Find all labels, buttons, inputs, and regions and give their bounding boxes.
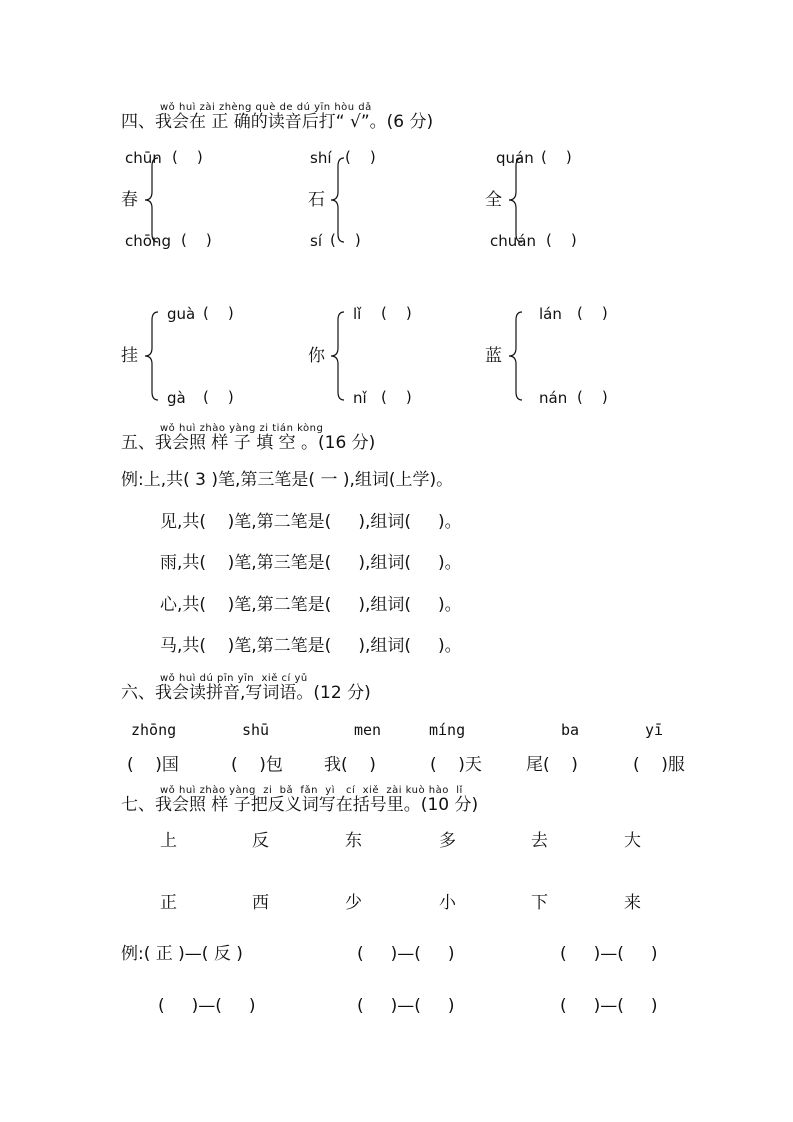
section4-heading: 四、我会在 正 确的读音后打“ √”。(6 分) bbox=[121, 112, 434, 132]
pinyin-option: chuán bbox=[490, 232, 536, 250]
stroke-question-row[interactable]: 心,共( )笔,第二笔是( ),组词( )。 bbox=[160, 595, 462, 615]
question-char: 石 bbox=[308, 190, 325, 210]
stroke-question-row[interactable]: 雨,共( )笔,第三笔是( ),组词( )。 bbox=[160, 553, 462, 573]
pinyin-word: ba bbox=[561, 721, 580, 739]
answer-paren[interactable]: ( ) bbox=[172, 148, 203, 166]
word-answer[interactable]: 尾( ) bbox=[526, 755, 578, 775]
word-answer[interactable]: ( )国 bbox=[127, 755, 179, 775]
antonym-pair[interactable]: ( )—( ) bbox=[357, 944, 455, 964]
word-tile: 反 bbox=[252, 831, 269, 851]
answer-paren[interactable]: ( ) bbox=[381, 304, 412, 322]
pinyin-option: lán bbox=[539, 305, 562, 323]
stroke-question-row[interactable]: 见,共( )笔,第二笔是( ),组词( )。 bbox=[160, 512, 462, 532]
pinyin-word: yī bbox=[645, 721, 664, 739]
antonym-pair[interactable]: ( )—( ) bbox=[560, 996, 658, 1016]
answer-paren[interactable]: ( ) bbox=[181, 231, 212, 249]
word-tile: 东 bbox=[345, 831, 362, 851]
word-answer[interactable]: ( )包 bbox=[231, 755, 283, 775]
question-char: 春 bbox=[121, 190, 138, 210]
answer-paren[interactable]: ( ) bbox=[541, 148, 572, 166]
word-tile: 少 bbox=[345, 893, 362, 913]
brace-icon bbox=[328, 310, 348, 402]
answer-paren[interactable]: ( ) bbox=[203, 304, 234, 322]
section7-heading: 七、我会照 样 子把反义词写在括号里。(10 分) bbox=[121, 795, 479, 815]
word-tile: 来 bbox=[624, 893, 641, 913]
word-tile: 多 bbox=[439, 831, 456, 851]
pinyin-word: men bbox=[354, 721, 382, 739]
pinyin-option: guà bbox=[167, 305, 196, 323]
brace-icon bbox=[142, 156, 162, 244]
answer-paren[interactable]: ( ) bbox=[546, 231, 577, 249]
antonym-pair[interactable]: ( )—( ) bbox=[357, 996, 455, 1016]
question-char: 挂 bbox=[121, 346, 138, 366]
pinyin-option: quán bbox=[496, 149, 534, 167]
section6-heading: 六、我会读拼音,写词语。(12 分) bbox=[121, 683, 371, 703]
brace-icon bbox=[506, 310, 526, 402]
pinyin-option: lǐ bbox=[353, 305, 362, 323]
pinyin-word: shū bbox=[242, 721, 270, 739]
brace-icon bbox=[506, 156, 526, 244]
answer-paren[interactable]: ( ) bbox=[577, 304, 608, 322]
section5-pinyin: wǒ huì zhào yàng zi tián kòng bbox=[160, 423, 324, 434]
question-char: 蓝 bbox=[485, 346, 502, 366]
pinyin-option: chūn bbox=[125, 149, 162, 167]
pinyin-word: míng bbox=[429, 721, 466, 739]
question-char: 你 bbox=[308, 346, 325, 366]
word-tile: 小 bbox=[439, 893, 456, 913]
word-tile: 西 bbox=[252, 893, 269, 913]
section4-pinyin: wǒ huì zài zhèng què de dú yīn hòu dǎ bbox=[160, 102, 372, 113]
question-char: 全 bbox=[485, 190, 502, 210]
word-answer[interactable]: ( )天 bbox=[430, 755, 482, 775]
pinyin-option: gà bbox=[167, 389, 186, 407]
word-tile: 去 bbox=[531, 831, 548, 851]
section6-pinyin: wǒ huì dú pīn yīn xiě cí yǔ bbox=[160, 673, 308, 684]
word-tile: 上 bbox=[160, 831, 177, 851]
word-tile: 下 bbox=[531, 893, 548, 913]
pinyin-word: zhōng bbox=[131, 721, 177, 739]
example-row: 例:上,共( 3 )笔,第三笔是( 一 ),组词(上学)。 bbox=[121, 470, 454, 490]
word-answer[interactable]: 我( ) bbox=[324, 755, 376, 775]
answer-paren[interactable]: ( ) bbox=[577, 388, 608, 406]
word-answer[interactable]: ( )服 bbox=[633, 755, 685, 775]
stroke-question-row[interactable]: 马,共( )笔,第二笔是( ),组词( )。 bbox=[160, 636, 462, 656]
antonym-pair[interactable]: ( )—( ) bbox=[158, 996, 256, 1016]
antonym-example: 例:( 正 )—( 反 ) bbox=[121, 944, 243, 964]
brace-icon bbox=[142, 310, 162, 402]
section5-heading: 五、我会照 样 子 填 空 。(16 分) bbox=[121, 433, 376, 453]
section7-pinyin: wǒ huì zhào yàng zi bǎ fǎn yì cí xiě zài kuò hào lǐ bbox=[160, 785, 463, 796]
pinyin-option: sí bbox=[310, 232, 322, 250]
answer-paren[interactable]: ( ) bbox=[381, 388, 412, 406]
word-tile: 大 bbox=[624, 831, 641, 851]
answer-paren[interactable]: ( ) bbox=[345, 148, 376, 166]
answer-paren[interactable]: ( ) bbox=[330, 231, 361, 249]
antonym-pair[interactable]: ( )—( ) bbox=[560, 944, 658, 964]
pinyin-option: nǐ bbox=[353, 389, 367, 407]
pinyin-option: shí bbox=[310, 149, 332, 167]
answer-paren[interactable]: ( ) bbox=[203, 388, 234, 406]
pinyin-option: nán bbox=[539, 389, 568, 407]
pinyin-option: chōng bbox=[125, 232, 171, 250]
word-tile: 正 bbox=[160, 893, 177, 913]
